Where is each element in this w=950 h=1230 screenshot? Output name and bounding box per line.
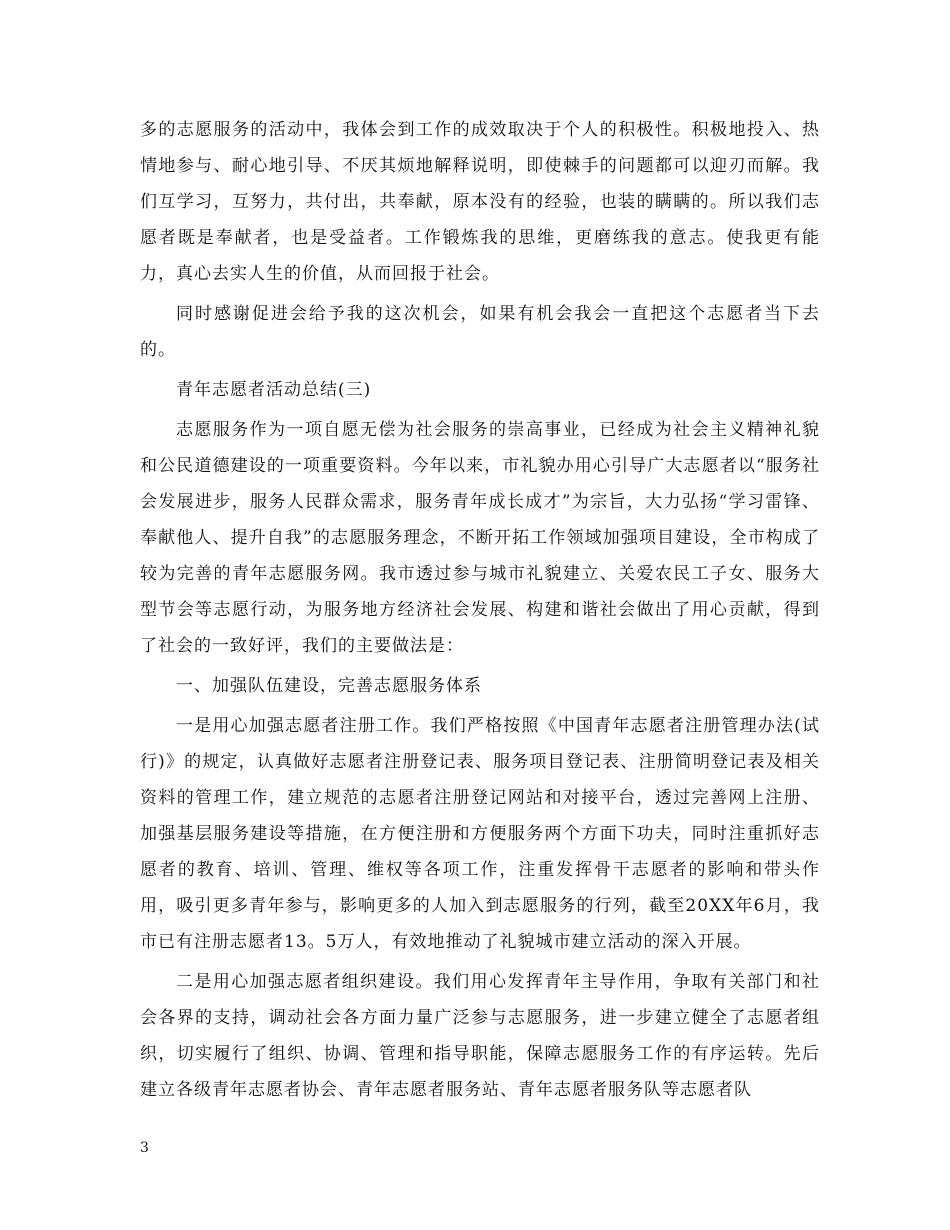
paragraph-registration: 一是用心加强志愿者注册工作。我们严格按照《中国青年志愿者注册管理办法(试行)》的规定，认真做好志愿者注册登记表、服务项目登记表、注册简明登记表及相关资料的管理工作，建立规范的志愿者注册登记网站和对接平台，透过完善网上注册、加强基层服务建设等措施，在方便注册和方便服务两个方面下功夫，同时注重抓好志愿者的教育、培训、管理、维权等各项工作，注重发挥骨干志愿者的影响和带头作用，吸引更多青年参与，影响更多的人加入到志愿服务的行列，截至20XX年6月，我市已有注册志愿者13。5万人，有效地推动了礼貌城市建立活动的深入开展。 bbox=[140, 716, 820, 952]
subsection-heading: 一、加强队伍建设，完善志愿服务体系 bbox=[176, 676, 482, 696]
paragraph-continuation: 多的志愿服务的活动中，我体会到工作的成效取决于个人的积极性。积极地投入、热情地参与、耐心地引导、不厌其烦地解释说明，即使棘手的问题都可以迎刃而解。我们互学习，互努力，共付出，共奉献，原本没有的经验，也装的瞒瞒的。所以我们志愿者既是奉献者，也是受益者。工作锻炼我的思维，更磨练我的意志。使我更有能力，真心去实人生的价值，从而回报于社会。 bbox=[140, 120, 820, 284]
section-title: 青年志愿者活动总结(三) bbox=[176, 380, 372, 400]
paragraph-thanks: 同时感谢促进会给予我的这次机会，如果有机会我会一直把这个志愿者当下去的。 bbox=[140, 304, 820, 360]
page-number: 3 bbox=[140, 1140, 149, 1156]
paragraph-organization: 二是用心加强志愿者组织建设。我们用心发挥青年主导作用，争取有关部门和社会各界的支持，调动社会各方面力量广泛参与志愿服务，进一步建立健全了志愿者组织，切实履行了组织、协调、管理和指导职能，保障志愿服务工作的有序运转。先后建立各级青年志愿者协会、青年志愿者服务站、青年志愿者服务队等志愿者队 bbox=[140, 972, 820, 1100]
document-body bbox=[140, 112, 820, 1112]
paragraph-intro: 志愿服务作为一项自愿无偿为社会服务的崇高事业，已经成为社会主义精神礼貌和公民道德建设的一项重要资料。今年以来，市礼貌办用心引导广大志愿者以“服务社会发展进步，服务人民群众需求，服务青年成长成才”为宗旨，大力弘扬“学习雷锋、奉献他人、提升自我”的志愿服务理念，不断开拓工作领域加强项目建设，全市构成了较为完善的青年志愿服务网。我市透过参与城市礼貌建立、关爱农民工子女、服务大型节会等志愿行动，为服务地方经济社会发展、构建和谐社会做出了用心贡献，得到了社会的一致好评，我们的主要做法是： bbox=[140, 420, 820, 656]
